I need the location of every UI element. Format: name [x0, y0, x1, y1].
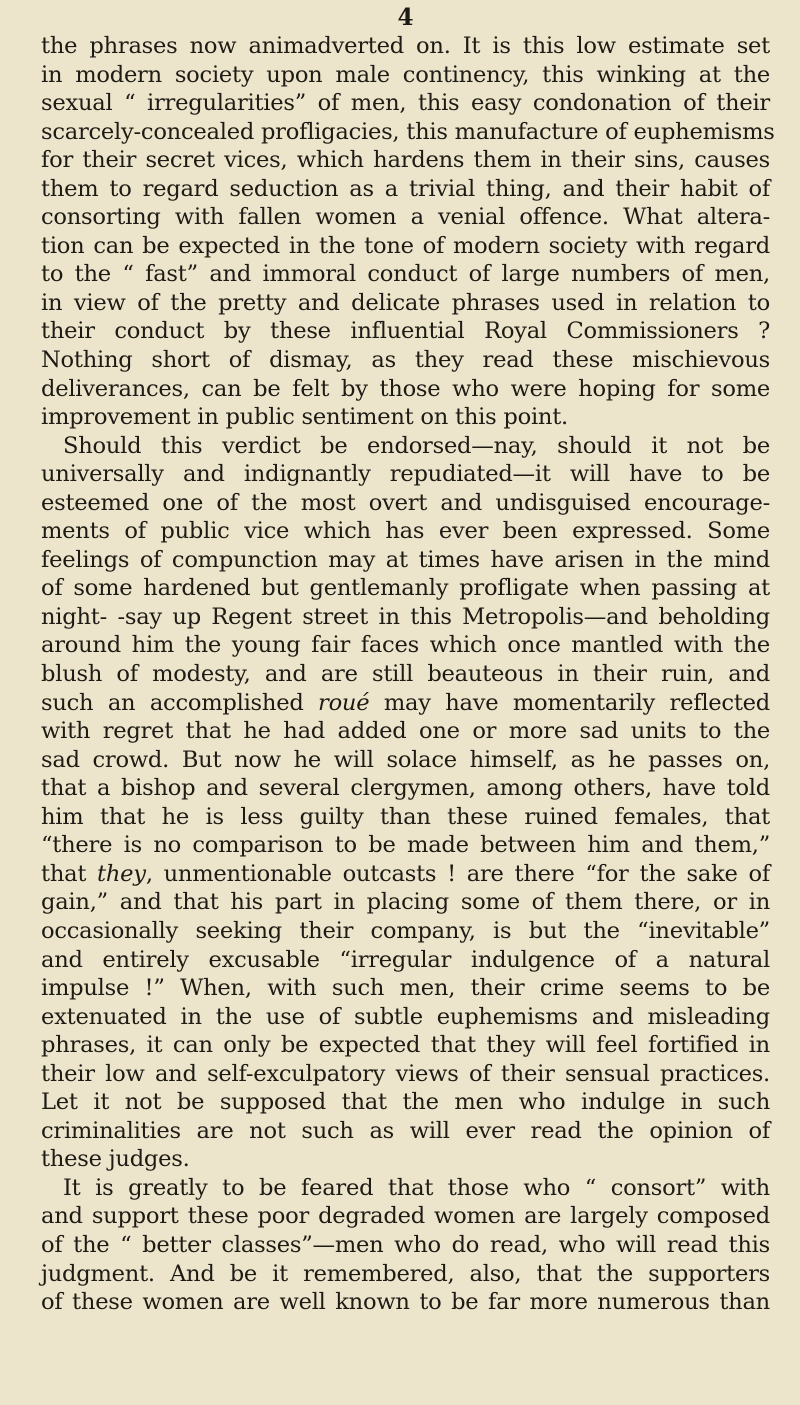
text-line: sad crowd. But now he will solace himself, as he passes on,: [41, 746, 770, 773]
text-line: improvement in public sentiment on this point.: [41, 404, 568, 431]
text-line: with regret that he had added one or more sad units to the: [41, 718, 770, 745]
page-number: 4: [397, 4, 414, 31]
text-line: ments of public vice which has ever been expressed. Some: [41, 518, 770, 545]
text-line: scarcely-concealed profligacies, this manufacture of euphemisms: [41, 118, 775, 145]
text-line: these judges.: [41, 1146, 190, 1173]
text-line: in modern society upon male continency, this winking at the: [41, 61, 770, 88]
text-line: impulse !” When, with such men, their crime seems to be: [41, 975, 770, 1002]
text-line: the phrases now animadverted on. It is this low estimate set: [41, 33, 770, 59]
text-line: and entirely excusable “irregular indulgence of a natural: [41, 946, 770, 973]
text-line: of some hardened but gentlemanly profligate when passing at: [41, 575, 770, 602]
text-line: their conduct by these influential Royal Commissioners ?: [41, 318, 770, 345]
text-line: for their secret vices, which hardens them in their sins, causes: [41, 147, 770, 174]
text-line: judgment. And be it remembered, also, that the supporters: [41, 1260, 770, 1287]
text-line: deliverances, can be felt by those who were hoping for some: [41, 375, 770, 402]
text-line: occasionally seeking their company, is but the “inevitable”: [41, 917, 770, 944]
text-line: in view of the pretty and delicate phrases used in relation to: [41, 289, 770, 316]
text-line: universally and indignantly repudiated—it will have to be: [41, 461, 770, 488]
text-line: consorting with fallen women a venial offence. What altera-: [41, 204, 770, 231]
text-line: night- -say up Regent street in this Metropolis—and beholding: [41, 603, 770, 630]
text-line: that a bishop and several clergymen, among others, have told: [41, 775, 770, 802]
text-line: him that he is less guilty than these ruined females, that: [41, 803, 770, 830]
text-line: their low and self-exculpatory views of their sensual practices.: [41, 1060, 770, 1087]
text-line: them to regard seduction as a trivial thing, and their habit of: [41, 175, 770, 202]
body-text: [41, 32, 775, 1317]
text-line: tion can be expected in the tone of modern society with regard: [41, 232, 770, 259]
text-line: Should this verdict be endorsed—nay, should it not be: [63, 432, 770, 459]
text-line: feelings of compunction may at times have arisen in the mind: [41, 546, 770, 573]
text-line: “there is no comparison to be made between him and them,”: [41, 832, 770, 859]
text-line: that they, unmentionable outcasts ! are there “for the sake of: [41, 860, 770, 887]
text-line: criminalities are not such as will ever read the opinion of: [41, 1117, 770, 1144]
text-line: phrases, it can only be expected that they will feel fortified in: [41, 1032, 770, 1059]
text-line: extenuated in the use of subtle euphemisms and misleading: [41, 1003, 770, 1030]
text-line: It is greatly to be feared that those who “ consort” with: [63, 1174, 770, 1201]
text-line: around him the young fair faces which once mantled with the: [41, 632, 770, 659]
text-line: Nothing short of dismay, as they read these mischievous: [41, 347, 770, 374]
text-line: such an accomplished roué may have momentarily reflected: [41, 689, 770, 716]
text-line: Let it not be supposed that the men who indulge in such: [41, 1089, 770, 1116]
text-line: esteemed one of the most overt and undisguised encourage-: [41, 489, 770, 516]
text-line: and support these poor degraded women are largely composed: [41, 1203, 770, 1230]
text-line: of the “ better classes”—men who do read, who will read this: [41, 1231, 770, 1258]
text-line: gain,” and that his part in placing some of them there, or in: [41, 889, 770, 916]
text-line: sexual “ irregularities” of men, this easy condonation of their: [41, 90, 770, 117]
text-line: to the “ fast” and immoral conduct of large numbers of men,: [41, 261, 770, 288]
text-line: blush of modesty, and are still beauteous in their ruin, and: [41, 661, 770, 688]
text-line: of these women are well known to be far more numerous than: [41, 1289, 770, 1316]
